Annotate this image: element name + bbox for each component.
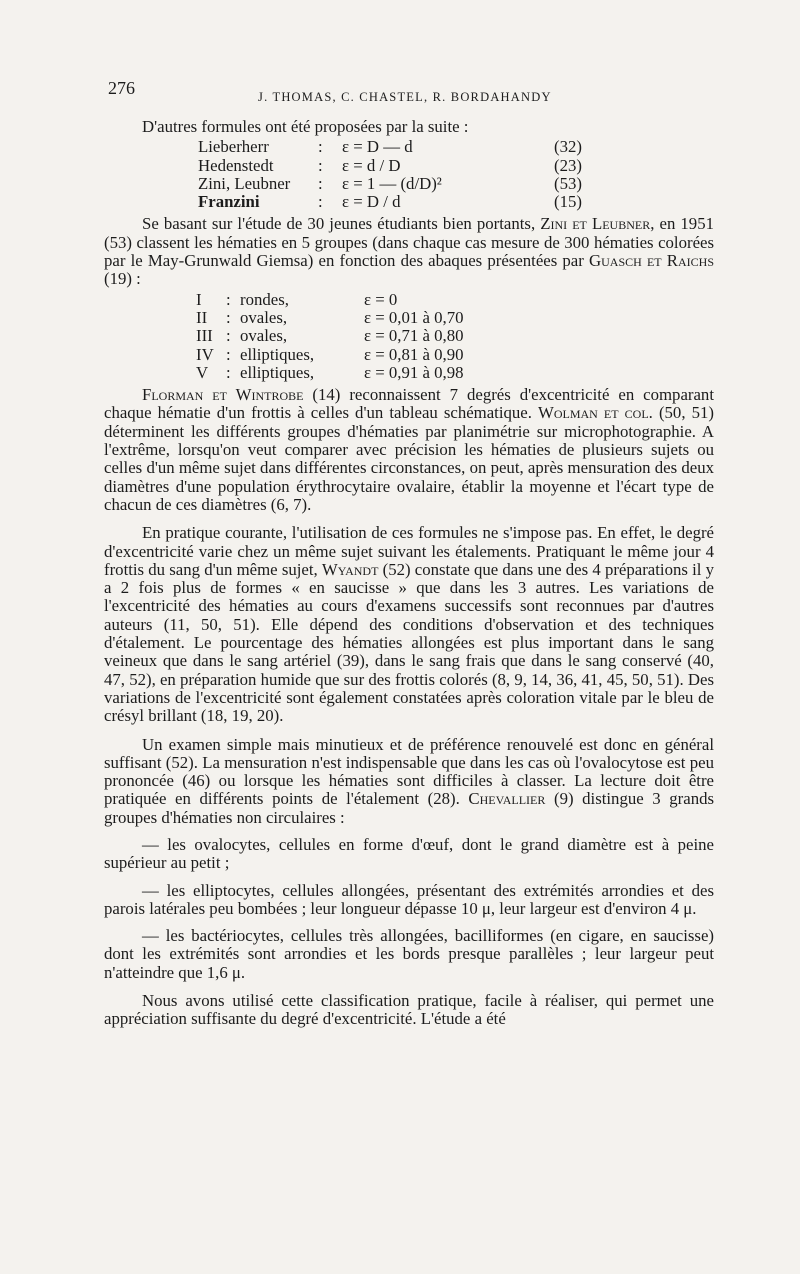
class-number: III [196,326,213,346]
page-number: 276 [108,78,135,98]
formula-colon: : [318,173,323,193]
class-row [196,364,564,382]
page-header [108,78,716,108]
formula-row [198,175,582,193]
body-text [104,118,714,1029]
formula-row [198,138,582,156]
class-epsilon: ε = 0,71 à 0,80 [364,326,464,346]
class-shape: elliptiques, [240,344,315,364]
text-run: En pratique courante, l'utilisation de ces formules ne s'impose pas. En effet, le degré d'excentricité varie chez un même sujet suivant les étalements. Pratiquant le même jour 4 frottis du sang d'un même sujet, [104,523,714,579]
formula-colon: : [318,155,323,175]
formula-ref: (53) [554,173,582,193]
author-name: Guasch et Raichs [589,251,715,271]
author-name: Wyandt [321,559,379,579]
class-shape: ovales, [240,326,288,346]
class-epsilon: ε = 0 [364,289,398,309]
formula-ref: (15) [554,192,582,212]
list-item-elliptocytes: — les elliptocytes, cellules allongées, présentant des extrémités arrondies et des parois latérales peu bombées ; leur longueur dépasse 10 μ, leur largeur est d'environ 4 μ. [104,880,714,918]
text-run: , en 1951 (53) classent les hématies en 5 groupes (dans chaque cas mesure de 300 hématies colorées par le May-Grunwald Giemsa) en fonction des abaques présentées par [104,214,714,271]
text-run: (14) reconnaissent 7 degrés d'excentricité en comparant chaque hématie d'un frottis à celles d'un tableau schématique. [104,385,714,423]
list-item-bacteriocytes: — les bactériocytes, cellules très allongées, bacilliformes (en cigare, en saucisse) dont les extrémités sont arrondies et les bords presque parallèles ; leur largeur peut n'atteindre que 1,6 μ. [104,926,714,982]
paragraph-examen [104,736,714,827]
formula-expression: ε = 1 — (d/D)² [342,173,442,193]
class-row [196,309,564,327]
class-colon: : [226,326,231,346]
paragraph-zini [104,215,714,288]
class-epsilon: ε = 0,81 à 0,90 [364,344,464,364]
classification-table [196,291,564,382]
class-number: II [196,307,208,327]
class-row [196,346,564,364]
list-item-ovalocytes: — les ovalocytes, cellules en forme d'œuf, dont le grand diamètre est à peine supérieur au petit ; [104,834,714,873]
formula-expression: ε = d / D [342,155,401,175]
formula-colon: : [318,137,323,157]
class-shape: rondes, [240,289,289,309]
running-head: J. THOMAS, C. CHASTEL, R. BORDAHANDY [258,90,552,104]
formula-table [198,138,582,211]
formula-expression: ε = D — d [342,137,413,157]
author-name: Wolman et col. [538,403,653,423]
author-name: Zini et Leubner [540,214,651,234]
intro-paragraph: D'autres formules ont été proposées par la suite : [142,117,469,136]
class-row [196,291,564,309]
formula-ref: (23) [554,155,582,175]
formula-name: Franzini [198,192,260,212]
text-run: Se basant sur l'étude de 30 jeunes étudiants bien portants, [142,214,541,234]
class-colon: : [226,344,231,364]
text-run: (9) distingue 3 grands groupes d'hématies non circulaires : [104,789,715,827]
paragraph-pratique [104,524,714,725]
paragraph-florman [104,386,714,514]
class-shape: elliptiques, [240,362,315,382]
text-run: (19) : [104,269,141,289]
formula-colon: : [318,192,323,212]
formula-row [198,157,582,175]
formula-ref: (32) [554,137,582,157]
author-name: Florman et Wintrobe [142,385,304,405]
class-epsilon: ε = 0,91 à 0,98 [364,362,464,382]
formula-name: Lieberherr [198,137,269,157]
class-number: IV [196,344,214,364]
formula-name: Zini, Leubner [198,173,291,193]
text-run: (52) constate que dans une des 4 préparations il y a 2 fois plus de formes « en saucisse » que dans les 3 autres. Les variations de l'excentricité des hématies au cours d'examens successifs sont reconnues par d'autres auteurs (11, 50, 51). Elle dépend des conditions d'observation et des techniques d'étalement. Le pourcentage des hématies allongées est plus important dans le sang veineux que dans le sang artériel (39), dans le sang frais que dans le sang conservé (40, 47, 52), en préparation humide que sur des frottis colorés (8, 9, 14, 36, 41, 45, 50, 51). Des variations de l'excentricité sont également constatées après coloration vitale par le bleu de crésyl brillant (18, 19, 20). [104,559,715,726]
text-run: Un examen simple mais minutieux et de préférence renouvelé est donc en général suffisant (52). La mensuration n'est indispensable que dans les cas où l'ovalocytose est peu prononcée (46) ou lorsque les hématies sont difficiles à classer. La lecture doit être pratiquée en différents points de l'étalement (28). [104,734,714,809]
class-number: I [196,289,202,309]
formula-name: Hedenstedt [198,155,274,175]
author-name: Chevallier [468,789,546,809]
paragraph-final: Nous avons utilisé cette classification pratique, facile à réaliser, qui permet une appréciation suffisante du degré d'excentricité. L'étude a été [104,991,714,1029]
class-row [196,327,564,345]
class-shape: ovales, [240,307,288,327]
class-colon: : [226,307,231,327]
formula-row [198,193,582,211]
formula-expression: ε = D / d [342,192,401,212]
class-number: V [196,362,209,382]
class-colon: : [226,362,231,382]
class-epsilon: ε = 0,01 à 0,70 [364,307,464,327]
text-run: (50, 51) déterminent les différents groupes d'hématies par planimétrie sur microphotographie. A l'extrême, lorsqu'on veut comparer avec précision les hématies de plusieurs sujets ou celles d'un même sujet dans différentes circonstances, on peut, après mensuration des deux diamètres d'une population érythrocytaire ovalaire, établir la moyenne et l'écart type de chacun de ces diamètres (6, 7). [104,403,714,514]
class-colon: : [226,289,231,309]
